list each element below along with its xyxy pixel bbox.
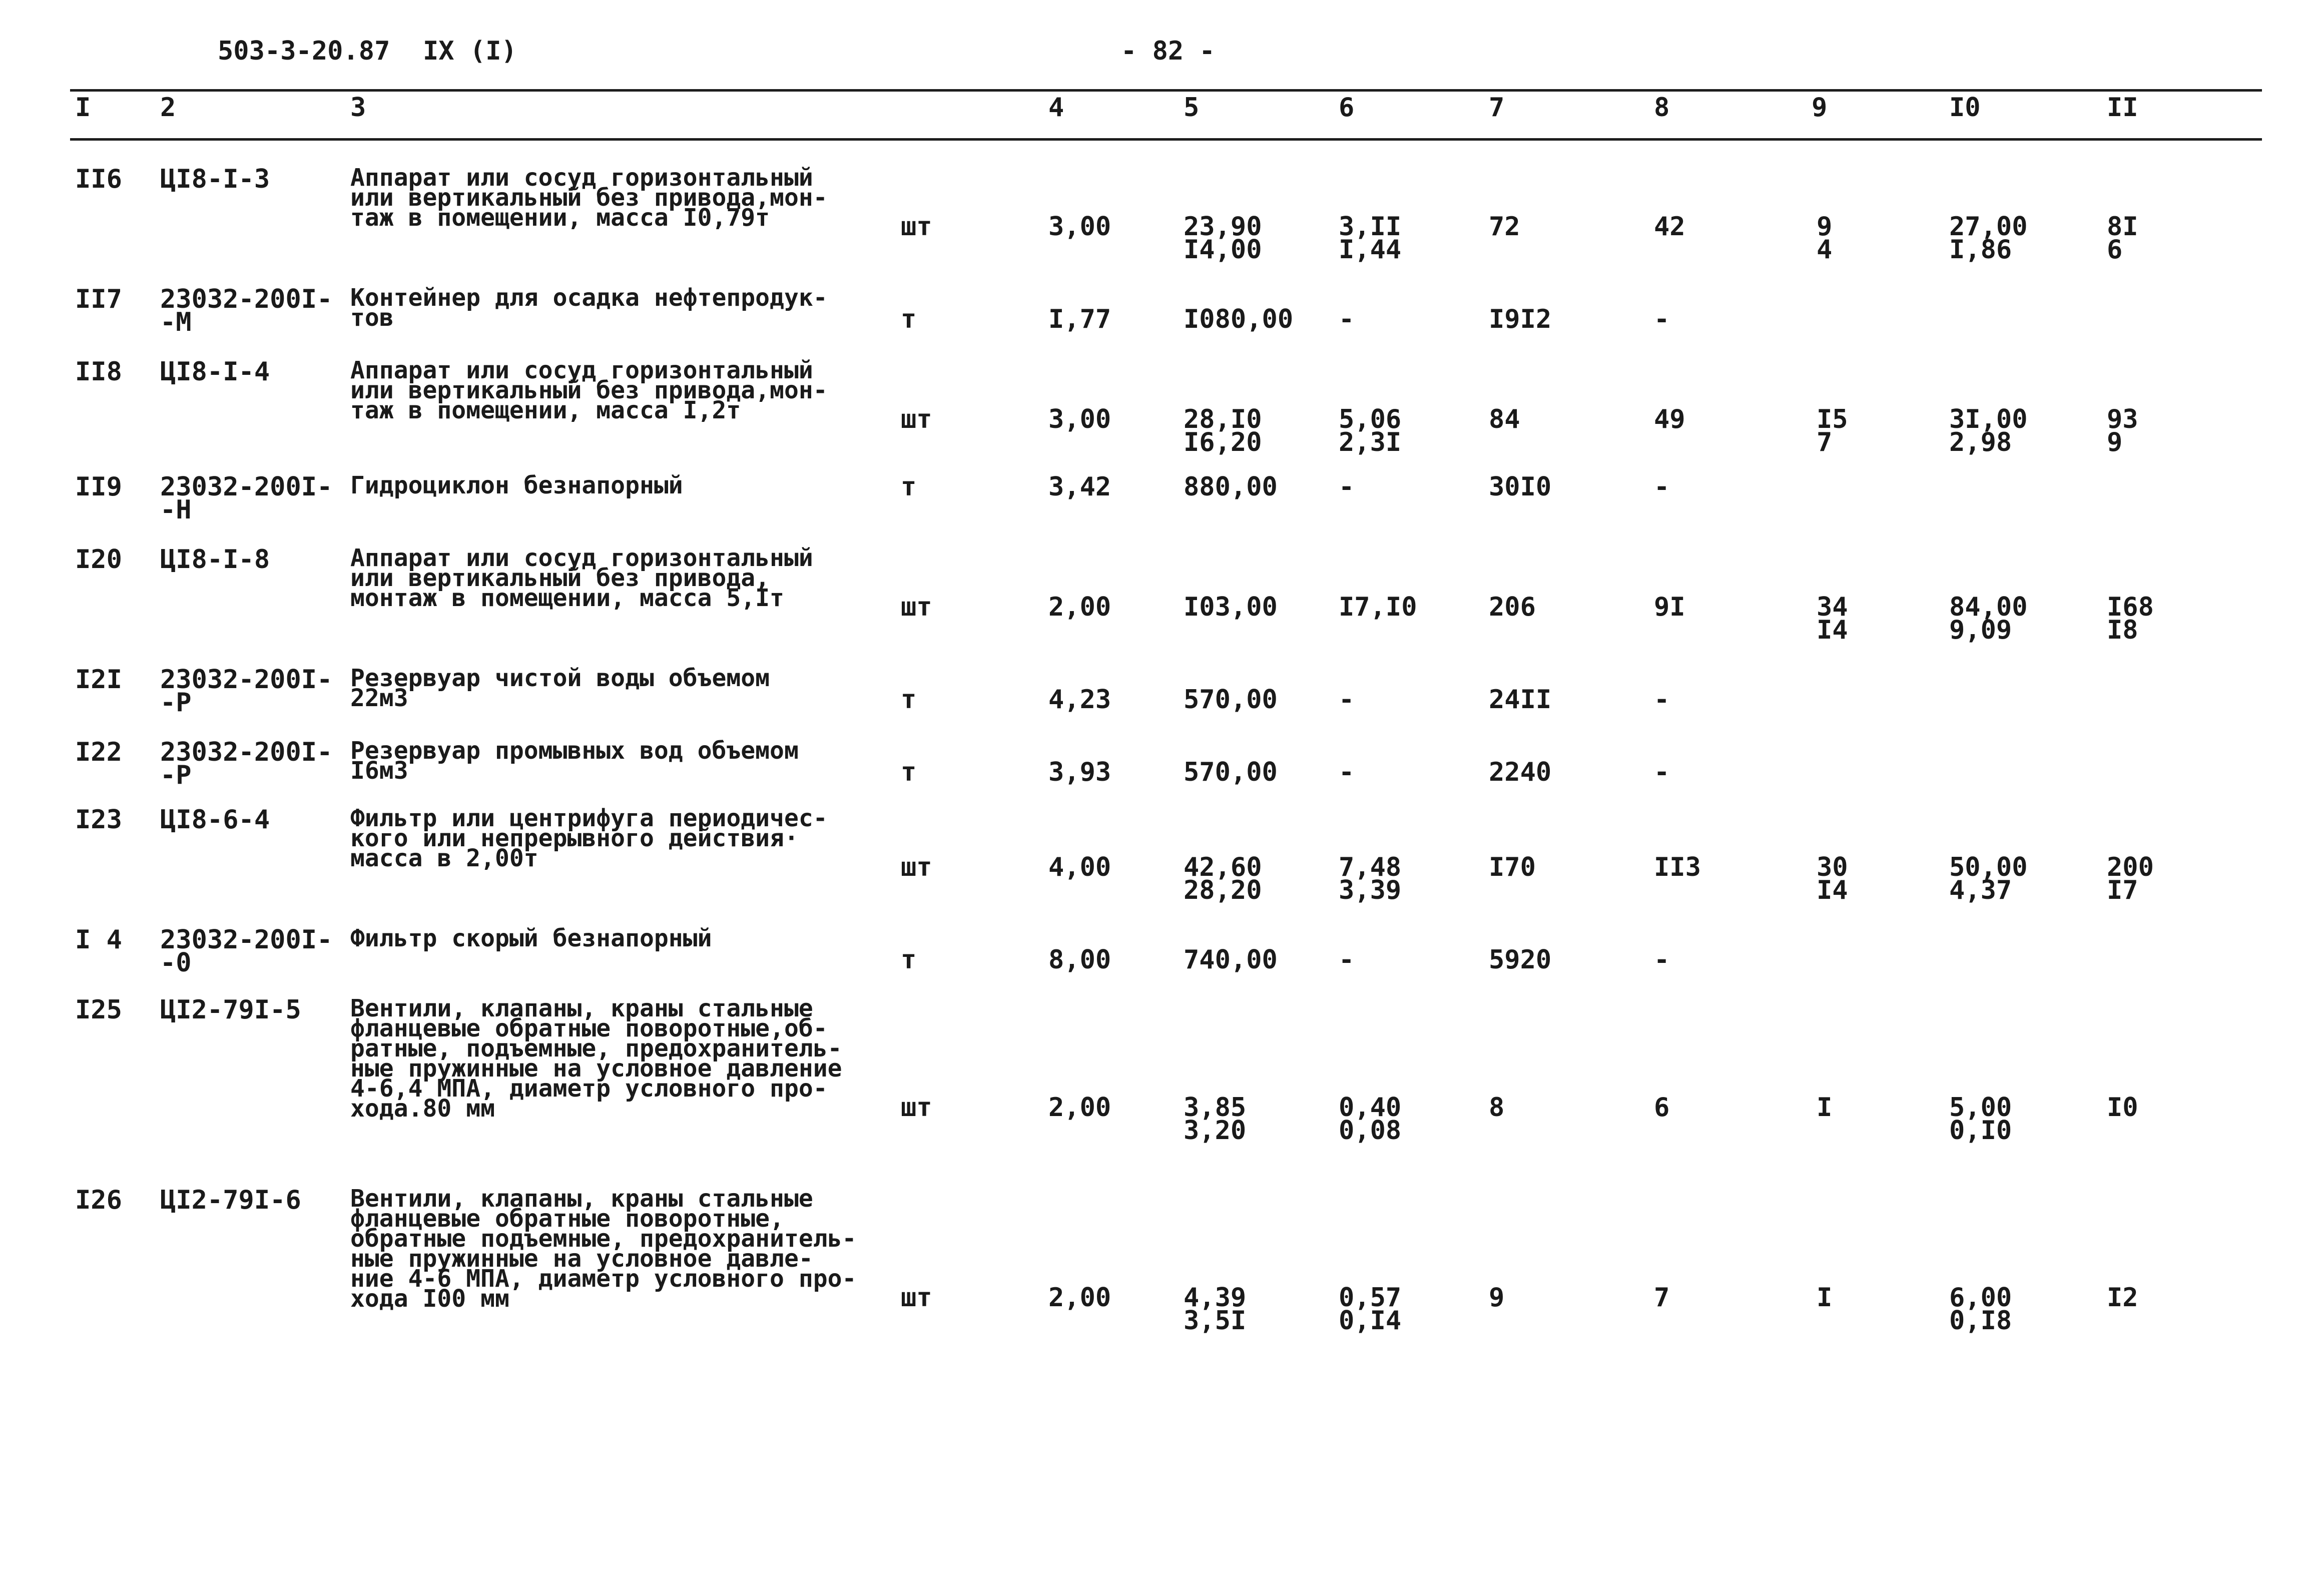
- row-code: ЦI2-79I-6: [160, 1185, 301, 1215]
- row-number: I23: [75, 805, 122, 835]
- row-number: II6: [75, 164, 122, 194]
- row-col10: 27,00 I,86: [1949, 212, 2028, 265]
- row-col6: -: [1339, 685, 1355, 715]
- row-col7: 8: [1489, 1093, 1505, 1123]
- row-number: II8: [75, 357, 122, 387]
- row-description: Вентили, клапаны, краны стальные фланцевые обратные поворотные, обратные подъемные, предохранитель- ные пружинные на условное давле- ние 4-6 МПА, диаметр условного про- хода I00 мм: [350, 1185, 857, 1313]
- row-col10: 5,00 0,I0: [1949, 1093, 2012, 1146]
- row-col8: 9I: [1654, 592, 1685, 622]
- row-col8: -: [1654, 304, 1670, 334]
- row-quantity: 3,93: [1048, 757, 1111, 787]
- row-col9: I5 7: [1817, 404, 1848, 457]
- row-code: ЦI8-I-3: [160, 164, 270, 194]
- row-col7: I70: [1489, 852, 1536, 882]
- doc-code: 503-3-20.87: [218, 36, 390, 66]
- row-description: Аппарат или сосуд горизонтальный или вертикальный без привода, монтаж в помещении, масса 5,Iт: [350, 544, 813, 612]
- col-header: 3: [350, 93, 366, 123]
- row-code: 23032-200I- -Р: [160, 665, 333, 718]
- row-number: II9: [75, 472, 122, 502]
- row-col5: 23,90 I4,00: [1184, 212, 1262, 265]
- row-col6: 0,40 0,08: [1339, 1093, 1402, 1146]
- row-number: I25: [75, 995, 122, 1025]
- row-code: ЦI8-6-4: [160, 805, 270, 835]
- row-col8: 6: [1654, 1093, 1670, 1123]
- row-unit: т: [901, 757, 917, 787]
- row-description: Резервуар чистой воды объемом 22м3: [350, 664, 770, 712]
- row-description: Вентили, клапаны, краны стальные фланцевые обратные поворотные,об- ратные, подъемные, предохранитель- ные пружинные на условное давление 4-6,4 МПА, диаметр условного про- хода.80 мм: [350, 994, 842, 1123]
- page-number: - 82 -: [1121, 36, 1215, 66]
- row-col6: -: [1339, 945, 1355, 975]
- row-col11: 8I 6: [2107, 212, 2138, 265]
- row-col7: 9: [1489, 1283, 1505, 1313]
- row-col6: 0,57 0,I4: [1339, 1283, 1402, 1336]
- row-quantity: 2,00: [1048, 1093, 1111, 1123]
- row-quantity: 3,00: [1048, 212, 1111, 242]
- section-label: IX (I): [423, 36, 517, 66]
- row-code: 23032-200I- -Р: [160, 737, 333, 790]
- row-col6: 7,48 3,39: [1339, 852, 1402, 905]
- row-quantity: 2,00: [1048, 1283, 1111, 1313]
- row-quantity: 2,00: [1048, 592, 1111, 622]
- col-header: 6: [1339, 93, 1355, 123]
- row-col11: I0: [2107, 1093, 2138, 1123]
- row-col5: 570,00: [1184, 685, 1278, 715]
- row-col5: 4,39 3,5I: [1184, 1283, 1247, 1336]
- col-header: 2: [160, 93, 176, 123]
- col-header: I0: [1949, 93, 1981, 123]
- row-col8: -: [1654, 685, 1670, 715]
- row-unit: шт: [901, 1283, 932, 1313]
- row-col5: 740,00: [1184, 945, 1278, 975]
- row-col5: 42,60 28,20: [1184, 852, 1262, 905]
- row-col8: 42: [1654, 212, 1685, 242]
- row-col5: 880,00: [1184, 472, 1278, 502]
- row-col5: 3,85 3,20: [1184, 1093, 1247, 1146]
- row-description: Фильтр скорый безнапорный: [350, 924, 712, 952]
- row-col6: -: [1339, 472, 1355, 502]
- row-col5: 28,I0 I6,20: [1184, 404, 1262, 457]
- row-code: 23032-200I- -М: [160, 284, 333, 337]
- row-unit: т: [901, 472, 917, 502]
- row-code: 23032-200I- -Н: [160, 472, 333, 525]
- row-col8: -: [1654, 472, 1670, 502]
- row-col9: 34 I4: [1817, 592, 1848, 645]
- row-col11: I68 I8: [2107, 592, 2154, 645]
- row-code: ЦI8-I-8: [160, 545, 270, 575]
- row-col9: I: [1817, 1093, 1833, 1123]
- row-description: Контейнер для осадка нефтепродук- тов: [350, 284, 828, 332]
- row-number: I26: [75, 1185, 122, 1215]
- row-col7: 5920: [1489, 945, 1552, 975]
- row-code: ЦI8-I-4: [160, 357, 270, 387]
- row-col7: 2240: [1489, 757, 1552, 787]
- col-header: 5: [1184, 93, 1200, 123]
- col-header: 7: [1489, 93, 1505, 123]
- row-col8: 7: [1654, 1283, 1670, 1313]
- row-number: I20: [75, 545, 122, 575]
- row-code: 23032-200I- -0: [160, 925, 333, 978]
- row-description: Аппарат или сосуд горизонтальный или вертикальный без привода,мон- таж в помещении, масса I0,79т: [350, 164, 828, 232]
- row-col11: 93 9: [2107, 404, 2138, 457]
- row-col9: 30 I4: [1817, 852, 1848, 905]
- row-quantity: 3,00: [1048, 404, 1111, 434]
- row-col11: I2: [2107, 1283, 2138, 1313]
- row-description: Гидроциклон безнапорный: [350, 471, 683, 499]
- row-unit: шт: [901, 852, 932, 882]
- row-unit: т: [901, 945, 917, 975]
- row-col8: II3: [1654, 852, 1701, 882]
- row-code: ЦI2-79I-5: [160, 995, 301, 1025]
- row-col5: 570,00: [1184, 757, 1278, 787]
- row-col6: -: [1339, 304, 1355, 334]
- row-col5: I03,00: [1184, 592, 1278, 622]
- col-header: II: [2107, 93, 2138, 123]
- row-unit: шт: [901, 1093, 932, 1123]
- row-col10: 50,00 4,37: [1949, 852, 2028, 905]
- row-quantity: 4,23: [1048, 685, 1111, 715]
- row-col8: 49: [1654, 404, 1685, 434]
- row-number: II7: [75, 284, 122, 314]
- row-number: I22: [75, 737, 122, 767]
- row-col7: 30I0: [1489, 472, 1552, 502]
- row-col10: 84,00 9,09: [1949, 592, 2028, 645]
- col-header: 9: [1812, 93, 1828, 123]
- row-unit: шт: [901, 592, 932, 622]
- row-number: I2I: [75, 665, 122, 695]
- row-col10: 3I,00 2,98: [1949, 404, 2028, 457]
- row-col7: I9I2: [1489, 304, 1552, 334]
- row-description: Аппарат или сосуд горизонтальный или вертикальный без привода,мон- таж в помещении, масса I,2т: [350, 356, 828, 424]
- row-col8: -: [1654, 945, 1670, 975]
- col-header: 8: [1654, 93, 1670, 123]
- row-col9: 9 4: [1817, 212, 1833, 265]
- row-description: Фильтр или центрифуга периодичес- кого или непрерывного действия· масса в 2,00т: [350, 804, 828, 872]
- row-col6: 5,06 2,3I: [1339, 404, 1402, 457]
- col-header: 4: [1048, 93, 1064, 123]
- row-col7: 72: [1489, 212, 1520, 242]
- row-col7: 206: [1489, 592, 1536, 622]
- col-header: I: [75, 93, 91, 123]
- row-unit: т: [901, 685, 917, 715]
- row-description: Резервуар промывных вод объемом I6м3: [350, 737, 799, 785]
- row-unit: т: [901, 304, 917, 334]
- row-quantity: I,77: [1048, 304, 1111, 334]
- row-col9: I: [1817, 1283, 1833, 1313]
- row-number: I 4: [75, 925, 122, 955]
- row-col8: -: [1654, 757, 1670, 787]
- row-quantity: 4,00: [1048, 852, 1111, 882]
- row-col6: 3,II I,44: [1339, 212, 1402, 265]
- row-unit: шт: [901, 212, 932, 242]
- row-col6: I7,I0: [1339, 592, 1417, 622]
- row-col10: 6,00 0,I8: [1949, 1283, 2012, 1336]
- row-col11: 200 I7: [2107, 852, 2154, 905]
- row-col6: -: [1339, 757, 1355, 787]
- row-col7: 24II: [1489, 685, 1552, 715]
- row-quantity: 3,42: [1048, 472, 1111, 502]
- row-col7: 84: [1489, 404, 1520, 434]
- row-quantity: 8,00: [1048, 945, 1111, 975]
- row-unit: шт: [901, 404, 932, 434]
- row-col5: I080,00: [1184, 304, 1294, 334]
